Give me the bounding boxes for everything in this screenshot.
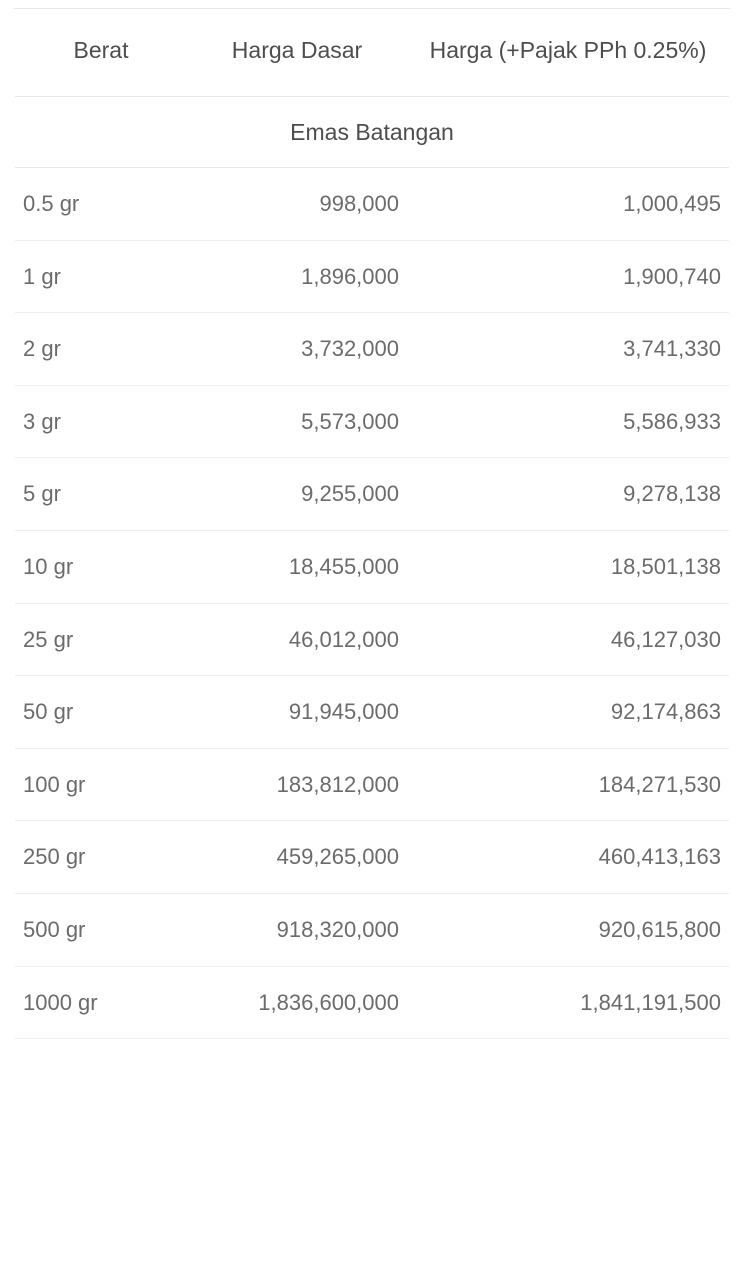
cell-harga-dasar: 46,012,000 [187,603,407,676]
cell-berat: 3 gr [15,385,187,458]
header-row [15,9,729,97]
column-header-berat: Berat [15,9,187,97]
cell-harga-dasar: 5,573,000 [187,385,407,458]
table-row [15,966,729,1039]
cell-harga-dasar: 459,265,000 [187,821,407,894]
table-row [15,893,729,966]
cell-harga-pajak: 92,174,863 [407,676,729,749]
cell-harga-dasar: 998,000 [187,168,407,241]
section-label: Emas Batangan [15,97,729,168]
cell-berat: 100 gr [15,748,187,821]
cell-harga-pajak: 1,900,740 [407,240,729,313]
cell-harga-dasar: 1,836,600,000 [187,966,407,1039]
table-row [15,313,729,386]
table-row [15,603,729,676]
cell-harga-pajak: 920,615,800 [407,893,729,966]
cell-harga-dasar: 9,255,000 [187,458,407,531]
cell-harga-pajak: 1,841,191,500 [407,966,729,1039]
cell-berat: 1 gr [15,240,187,313]
gold-price-table [15,9,729,1039]
cell-harga-pajak: 9,278,138 [407,458,729,531]
cell-berat: 1000 gr [15,966,187,1039]
table-row [15,240,729,313]
cell-berat: 500 gr [15,893,187,966]
cell-harga-pajak: 5,586,933 [407,385,729,458]
cell-harga-pajak: 3,741,330 [407,313,729,386]
column-header-harga-dasar: Harga Dasar [187,9,407,97]
table-row [15,821,729,894]
table-header [15,9,729,97]
cell-berat: 0.5 gr [15,168,187,241]
table-row [15,458,729,531]
cell-harga-pajak: 184,271,530 [407,748,729,821]
cell-harga-dasar: 918,320,000 [187,893,407,966]
cell-harga-pajak: 46,127,030 [407,603,729,676]
table-row [15,168,729,241]
cell-berat: 250 gr [15,821,187,894]
cell-harga-pajak: 1,000,495 [407,168,729,241]
cell-harga-dasar: 183,812,000 [187,748,407,821]
cell-berat: 50 gr [15,676,187,749]
cell-harga-dasar: 18,455,000 [187,531,407,604]
cell-harga-pajak: 460,413,163 [407,821,729,894]
cell-berat: 5 gr [15,458,187,531]
cell-berat: 25 gr [15,603,187,676]
cell-harga-dasar: 1,896,000 [187,240,407,313]
column-header-harga-pajak: Harga (+Pajak PPh 0.25%) [407,9,729,97]
cell-berat: 2 gr [15,313,187,386]
table-row [15,531,729,604]
cell-harga-dasar: 91,945,000 [187,676,407,749]
section-header-row [15,97,729,168]
cell-harga-dasar: 3,732,000 [187,313,407,386]
cell-berat: 10 gr [15,531,187,604]
gold-price-page [0,8,744,1278]
table-row [15,748,729,821]
table-row [15,676,729,749]
table-row [15,385,729,458]
table-body [15,97,729,1039]
cell-harga-pajak: 18,501,138 [407,531,729,604]
